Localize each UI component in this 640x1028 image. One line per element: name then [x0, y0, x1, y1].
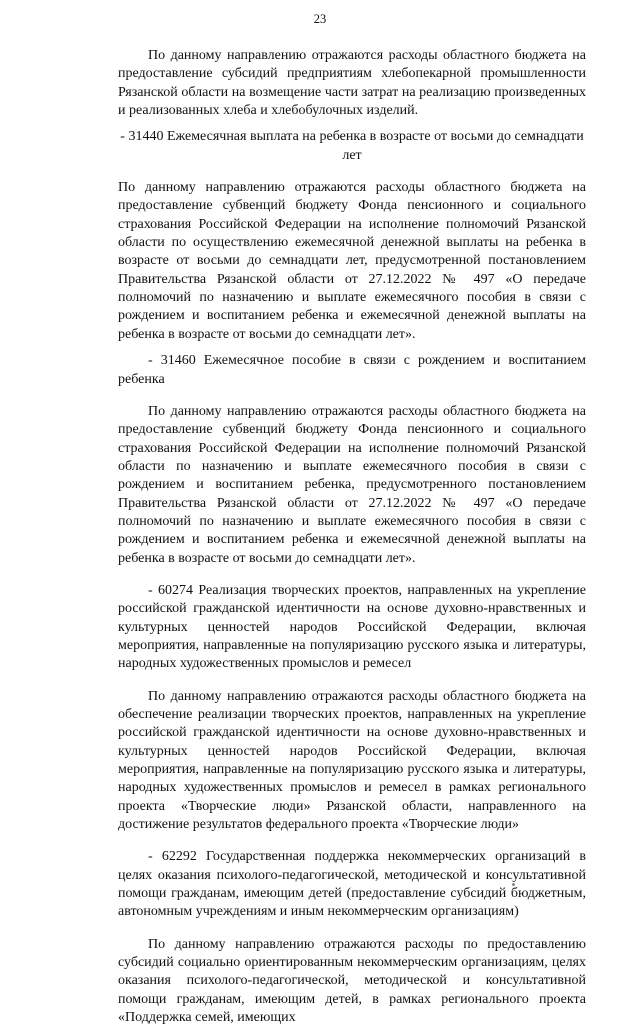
- paragraph-60274: По данному направлению отражаются расходы областного бюджета на обеспечение реализации творческих проектов, направленных на укрепление российской гражданской идентичности на основе духовно-нравственных и культурных ценностей народов Российской Федерации, включая мероприятия, направленные на популяризацию русского языка и литературы, народных художественных промыслов и ремесел в рамках регионального проекта «Творческие люди» Рязанской области, направленного на достижение результатов федерального проекта «Творческие люди»: [118, 688, 586, 833]
- page-content: [118, 47, 586, 1028]
- paragraph-62292: По данному направлению отражаются расходы по предоставлению субсидий социально ориентированным некоммерческим организациям, целях оказания психолого-педагогической, методической и консультативной помощи гражданам, имеющим детей, в рамках регионального проекта «Поддержка семей, имеющих: [118, 936, 586, 1026]
- page-number: 23: [313, 12, 327, 26]
- heading-31460: - 31460 Ежемесячное пособие в связи с рождением и воспитанием ребенка: [118, 353, 586, 387]
- heading-60274: - 60274 Реализация творческих проектов, направленных на укрепление российской гражданской идентичности на основе духовно-нравственных и культурных ценностей народов Российской Федерации, включая мероприятия, направленные на популяризацию русского языка и литературы, народных художественных промыслов и ремесел: [118, 582, 586, 672]
- paragraph-bread-subsidies: По данному направлению отражаются расходы областного бюджета на предоставление субсидий предприятиям хлебопекарной промышленности Рязанской области на возмещение части затрат на реализацию произведенных и реализованных хлеба и хлебобулочных изделий.: [118, 48, 586, 119]
- scan-dot: [512, 883, 515, 886]
- heading-62292: - 62292 Государственная поддержка некоммерческих организаций в целях оказания психолого-педагогической, методической и консультативной помощи гражданам, имеющим детей (предоставление субсидий бюджетным, автономным учреждениям и иным некоммерческим организациям): [118, 849, 586, 920]
- paragraph-31460: По данному направлению отражаются расходы областного бюджета на предоставление субвенций бюджету Фонда пенсионного и социального страхования Российской Федерации на исполнение полномочий Рязанской области по назначению и выплате ежемесячного пособия в связи с рождением и воспитанием ребенка, предусмотренного постановлением Правительства Рязанской области от 27.12.2022 № 497 «О передаче полномочий по назначению и выплате ежемесячного пособия в связи с рождением и воспитанием ребенка и ежемесячной денежной выплаты на ребенка в возрасте от восьми до семнадцати лет».: [118, 403, 586, 566]
- heading-31440: - 31440 Ежемесячная выплата на ребенка в возрасте от восьми до семнадцати лет: [120, 129, 584, 163]
- paragraph-31440: По данному направлению отражаются расходы областного бюджета на предоставление субвенций бюджету Фонда пенсионного и социального страхования Российской Федерации на исполнение полномочий Рязанской области по осуществлению ежемесячной денежной выплаты на ребенка в возрасте от восьми до семнадцати лет, предусмотренной постановлением Правительства Рязанской области от 27.12.2022 № 497 «О передаче полномочий по назначению и выплате ежемесячного пособия в связи с рождением и воспитанием ребенка и ежемесячной денежной выплаты на ребенка в возрасте от восьми до семнадцати лет».: [118, 180, 586, 342]
